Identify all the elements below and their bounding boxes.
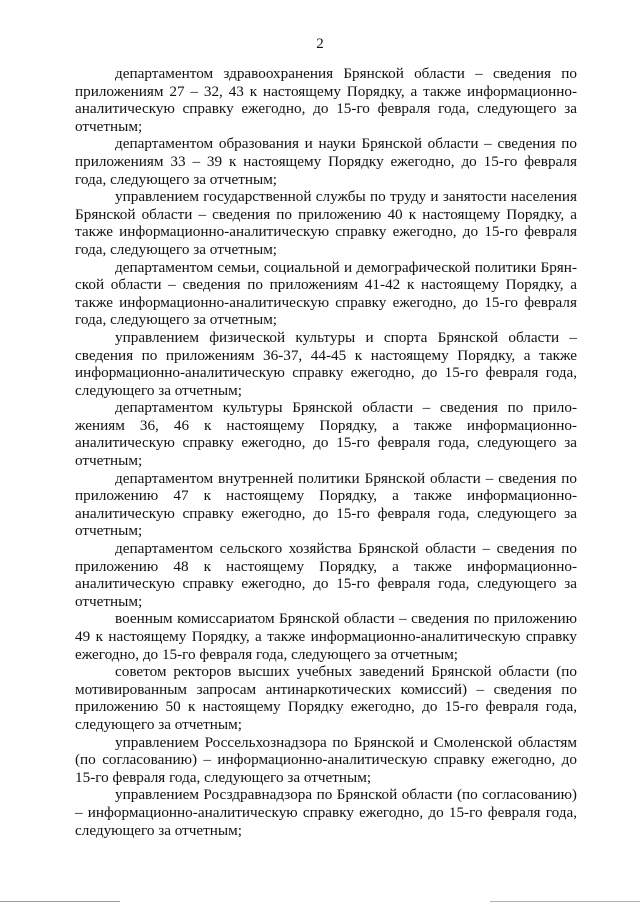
paragraph-internal-policy: департаментом внутренней политики Брянской области – сведения по приложению 47 к настоящему Порядку, а также информационно-аналитическую справку ежегодно, до 15-го февраля года, следующего за отчетным; — [75, 469, 577, 540]
paragraph-agriculture: департаментом сельского хозяйства Брянской области – сведения по приложению 48 к настоящему Порядку, а также информационно-аналитическую справку ежегодно, до 15-го февраля года, следующего за отчетным; — [75, 540, 577, 610]
paragraph-health-department: департаментом здравоохранения Брянской области – сведения по приложениям 27 – 32, 43 к настоящему Порядку, а также информационно-аналитическую справку ежегодно, до 15-го февраля года, следующего за отчетным; — [75, 65, 577, 135]
paragraph-family-social-policy: департаментом семьи, социальной и демографической политики Брянской области – сведения по приложениям 41-42 к настоящему Порядку, а также информационно-аналитическую справку ежегодно, до 15-го февраля года, следующего за отчетным; — [75, 258, 577, 329]
page-number: 2 — [316, 36, 324, 52]
paragraph-culture-department: департаментом культуры Брянской области – сведения по приложениям 36, 46 к настоящему Порядку, а также информационно-аналитическую справку ежегодно, до 15-го февраля года, следующего за отчетным; — [75, 399, 577, 470]
scan-edge-line — [0, 901, 120, 902]
paragraph-education-department: департаментом образования и науки Брянской области – сведения по приложениям 33 – 39 к настоящему Порядку ежегодно, до 15-го февраля года, следующего за отчетным; — [75, 135, 577, 188]
paragraph-rectors-council: советом ректоров высших учебных заведений Брянской области (по мотивированным запросам антинаркотических комиссий) – сведения по приложению 50 к настоящему Порядку ежегодно, до 15-го февраля года, следующего за отчетным; — [75, 663, 577, 733]
paragraph-labor-employment: управлением государственной службы по труду и занятости населения Брянской области – сведения по приложению 40 к настоящему Порядку, а также информационно-аналитическую справку ежегодно, до 15-го февраля года, следующего за отчетным; — [75, 188, 577, 258]
paragraph-military-commissariat: военным комиссариатом Брянской области – сведения по приложению 49 к настоящему Порядку, а также информационно-аналитическую справку ежегодно, до 15-го февраля года, следующего за отчетным; — [75, 610, 577, 663]
paragraph-roszdravnadzor: управлением Росздравнадзора по Брянской области (по согласованию) – информационно-аналитическую справку ежегодно, до 15-го февраля года, следующего за отчетным; — [75, 786, 577, 839]
scan-edge-line — [490, 901, 640, 902]
paragraph-rosselkhoznadzor: управлением Россельхознадзора по Брянской и Смоленской областям (по согласованию) – информационно-аналитическую справку ежегодно, до 15-го февраля года, следующего за отчетным; — [75, 733, 577, 786]
document-body — [75, 65, 577, 839]
paragraph-physical-culture-sport: управлением физической культуры и спорта Брянской области – сведения по приложениям 36-37, 44-45 к настоящему Порядку, а также информационно-аналитическую справку ежегодно, до 15-го февраля года, следующего за отчетным; — [75, 328, 577, 399]
